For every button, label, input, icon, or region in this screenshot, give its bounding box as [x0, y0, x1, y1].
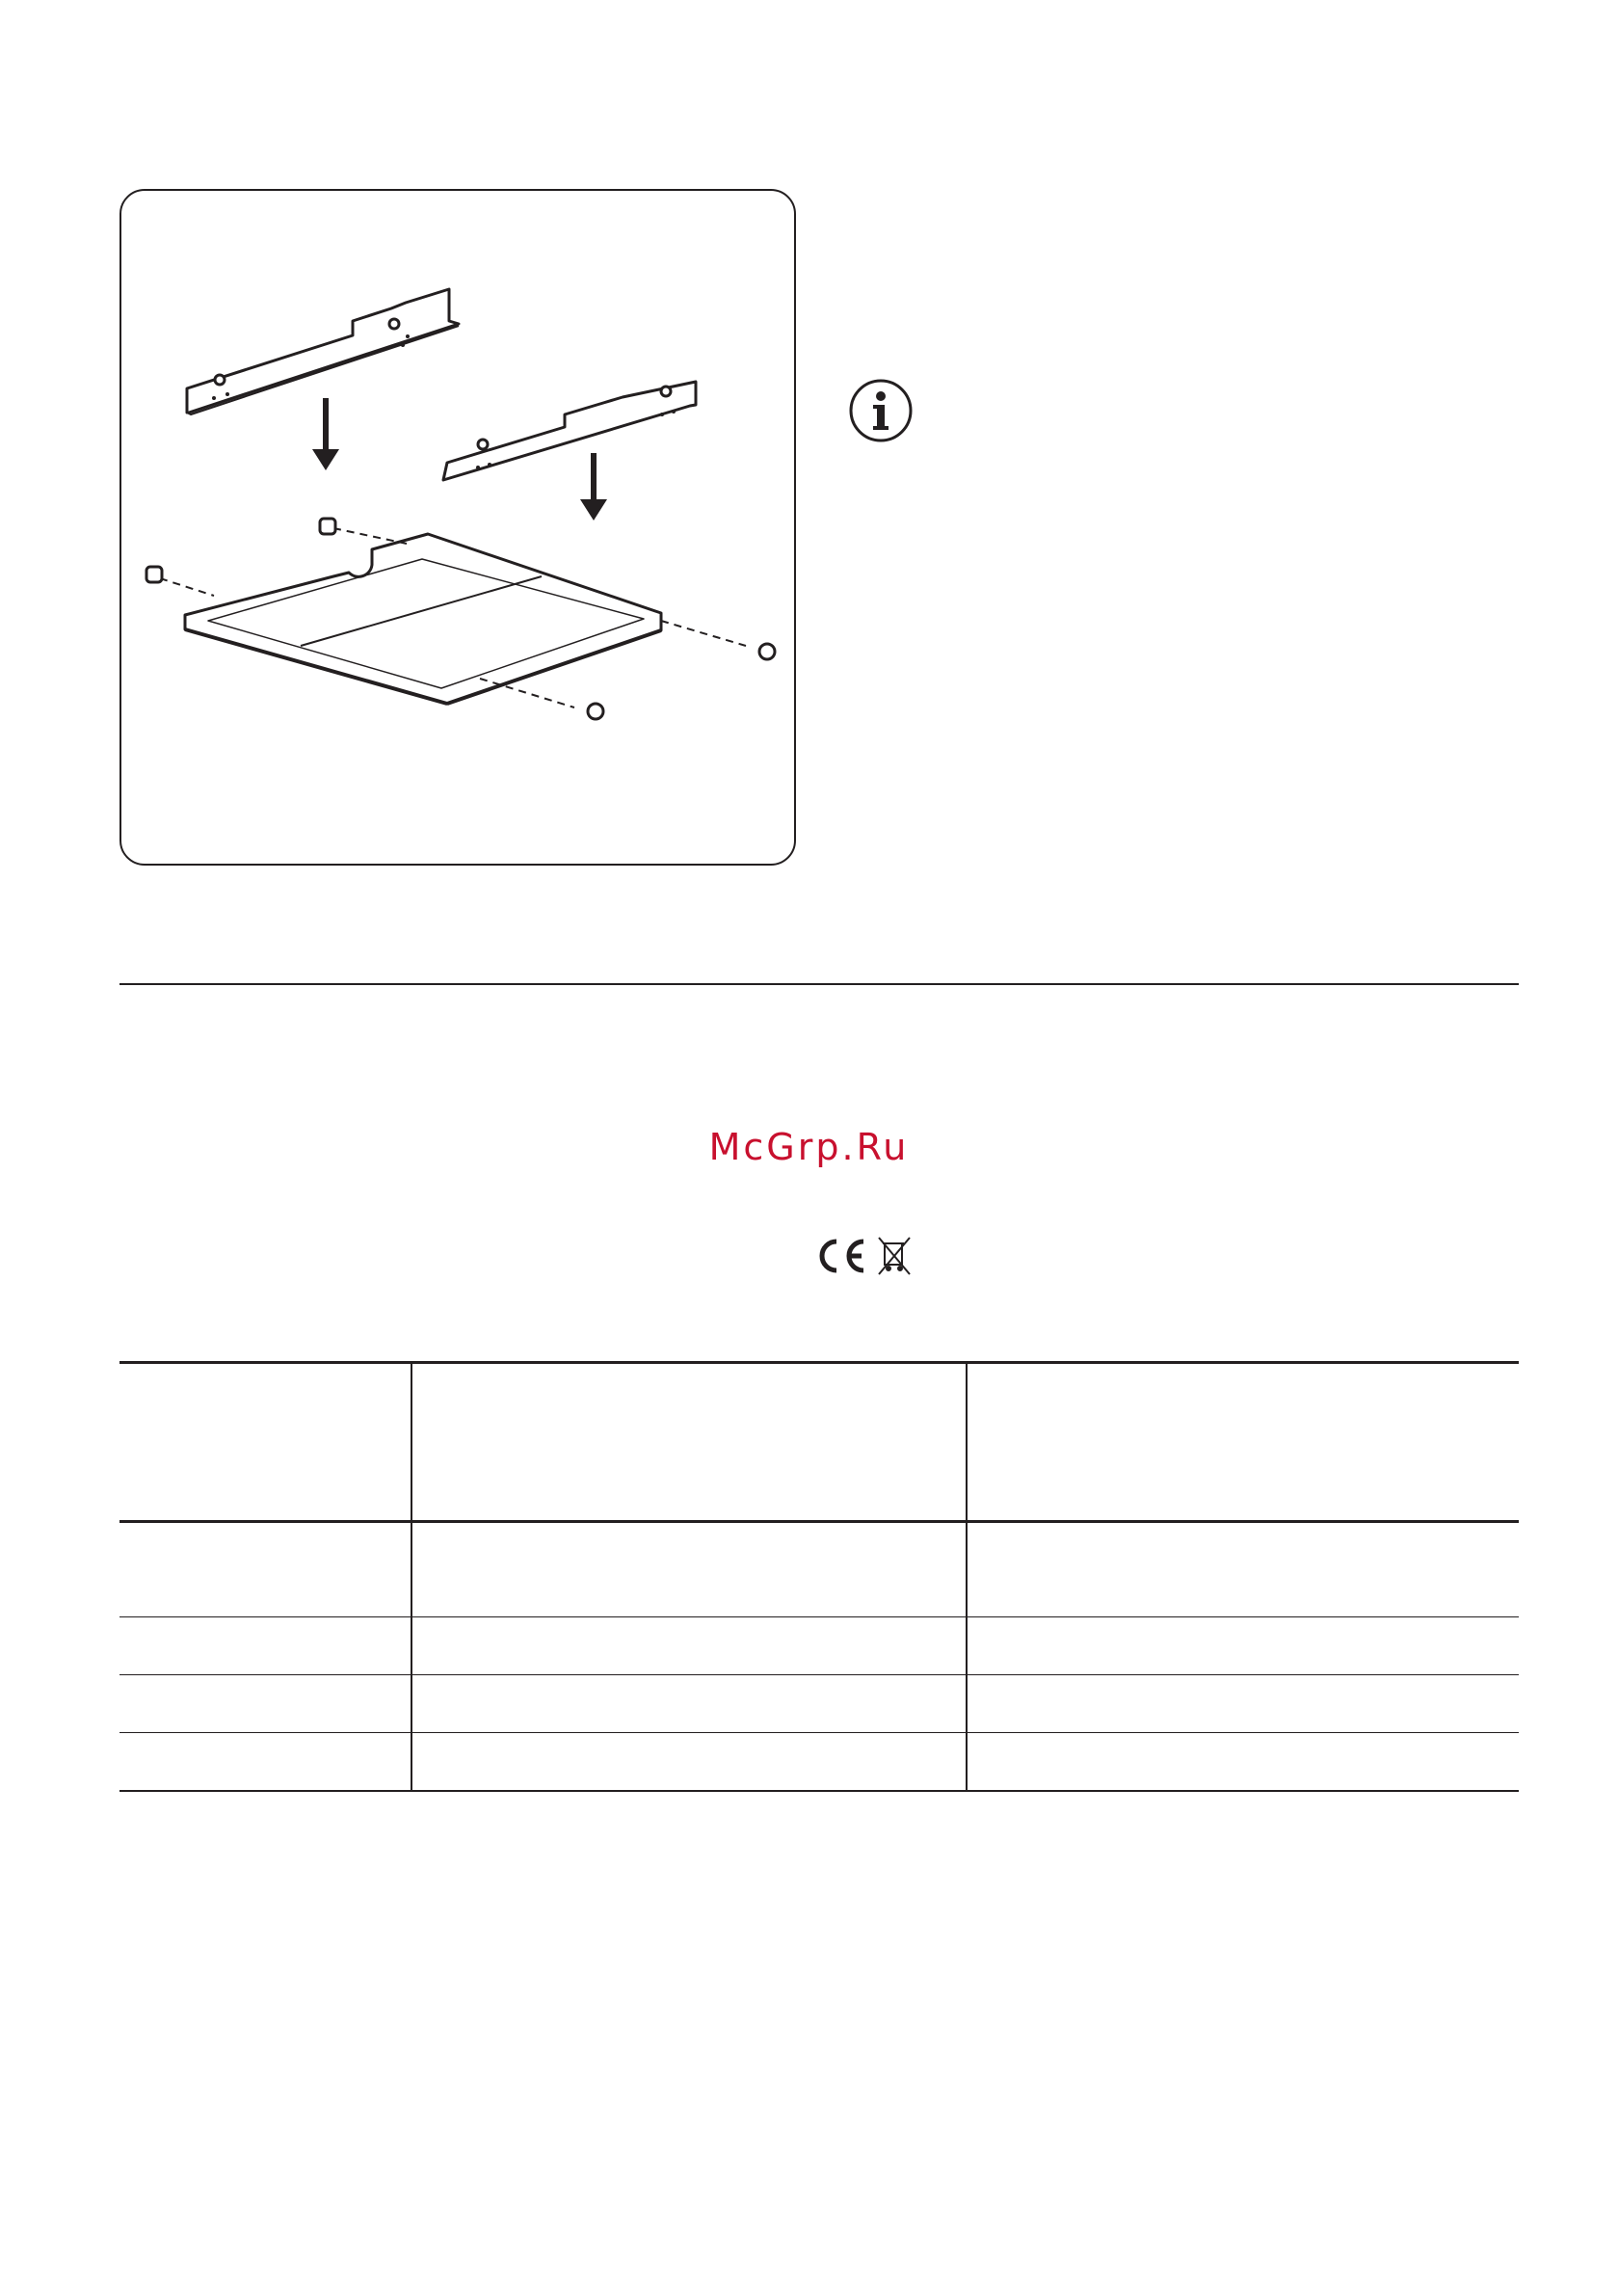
- table-cell: [119, 1523, 411, 1616]
- table-cell: [967, 1523, 1519, 1616]
- table-cell: [411, 1617, 967, 1674]
- table-header-cell: [967, 1361, 1519, 1520]
- down-arrow-icon: [580, 453, 607, 521]
- table-cell: [967, 1733, 1519, 1790]
- screw-icon: [588, 704, 603, 719]
- table-header-row: [119, 1361, 1519, 1520]
- table-cell: [119, 1617, 411, 1674]
- right-bracket: [443, 382, 696, 480]
- bracket-mounting-illustration: [121, 191, 798, 868]
- table-bottom-border: [119, 1790, 1519, 1792]
- table-cell: [411, 1523, 967, 1616]
- table-cell: [967, 1617, 1519, 1674]
- section-divider: [119, 983, 1519, 985]
- screw-icon: [320, 519, 335, 534]
- table-cell: [967, 1675, 1519, 1732]
- table-cell: [119, 1733, 411, 1790]
- table-header-cell: [411, 1361, 967, 1520]
- ce-mark-icon: [822, 1241, 863, 1270]
- screw-icon: [759, 644, 775, 659]
- table-header-cell: [119, 1361, 411, 1520]
- watermark: McGrp.Ru: [708, 1126, 910, 1168]
- table-cell: [411, 1733, 967, 1790]
- left-bracket: [187, 289, 459, 414]
- illustration-panel: [119, 189, 796, 866]
- table-cell: [119, 1675, 411, 1732]
- screws: [146, 519, 775, 719]
- info-icon: [848, 378, 914, 443]
- table-row: [119, 1675, 1519, 1732]
- tray: [185, 534, 661, 704]
- certification-marks: [815, 1236, 921, 1276]
- crossed-bin-icon: [879, 1238, 910, 1274]
- table-column-divider: [966, 1361, 968, 1792]
- table-column-divider: [411, 1361, 412, 1792]
- screw-icon: [146, 567, 162, 582]
- table-row: [119, 1523, 1519, 1616]
- table-row: [119, 1733, 1519, 1790]
- table-cell: [411, 1675, 967, 1732]
- table-row: [119, 1617, 1519, 1674]
- down-arrow-icon: [312, 398, 339, 470]
